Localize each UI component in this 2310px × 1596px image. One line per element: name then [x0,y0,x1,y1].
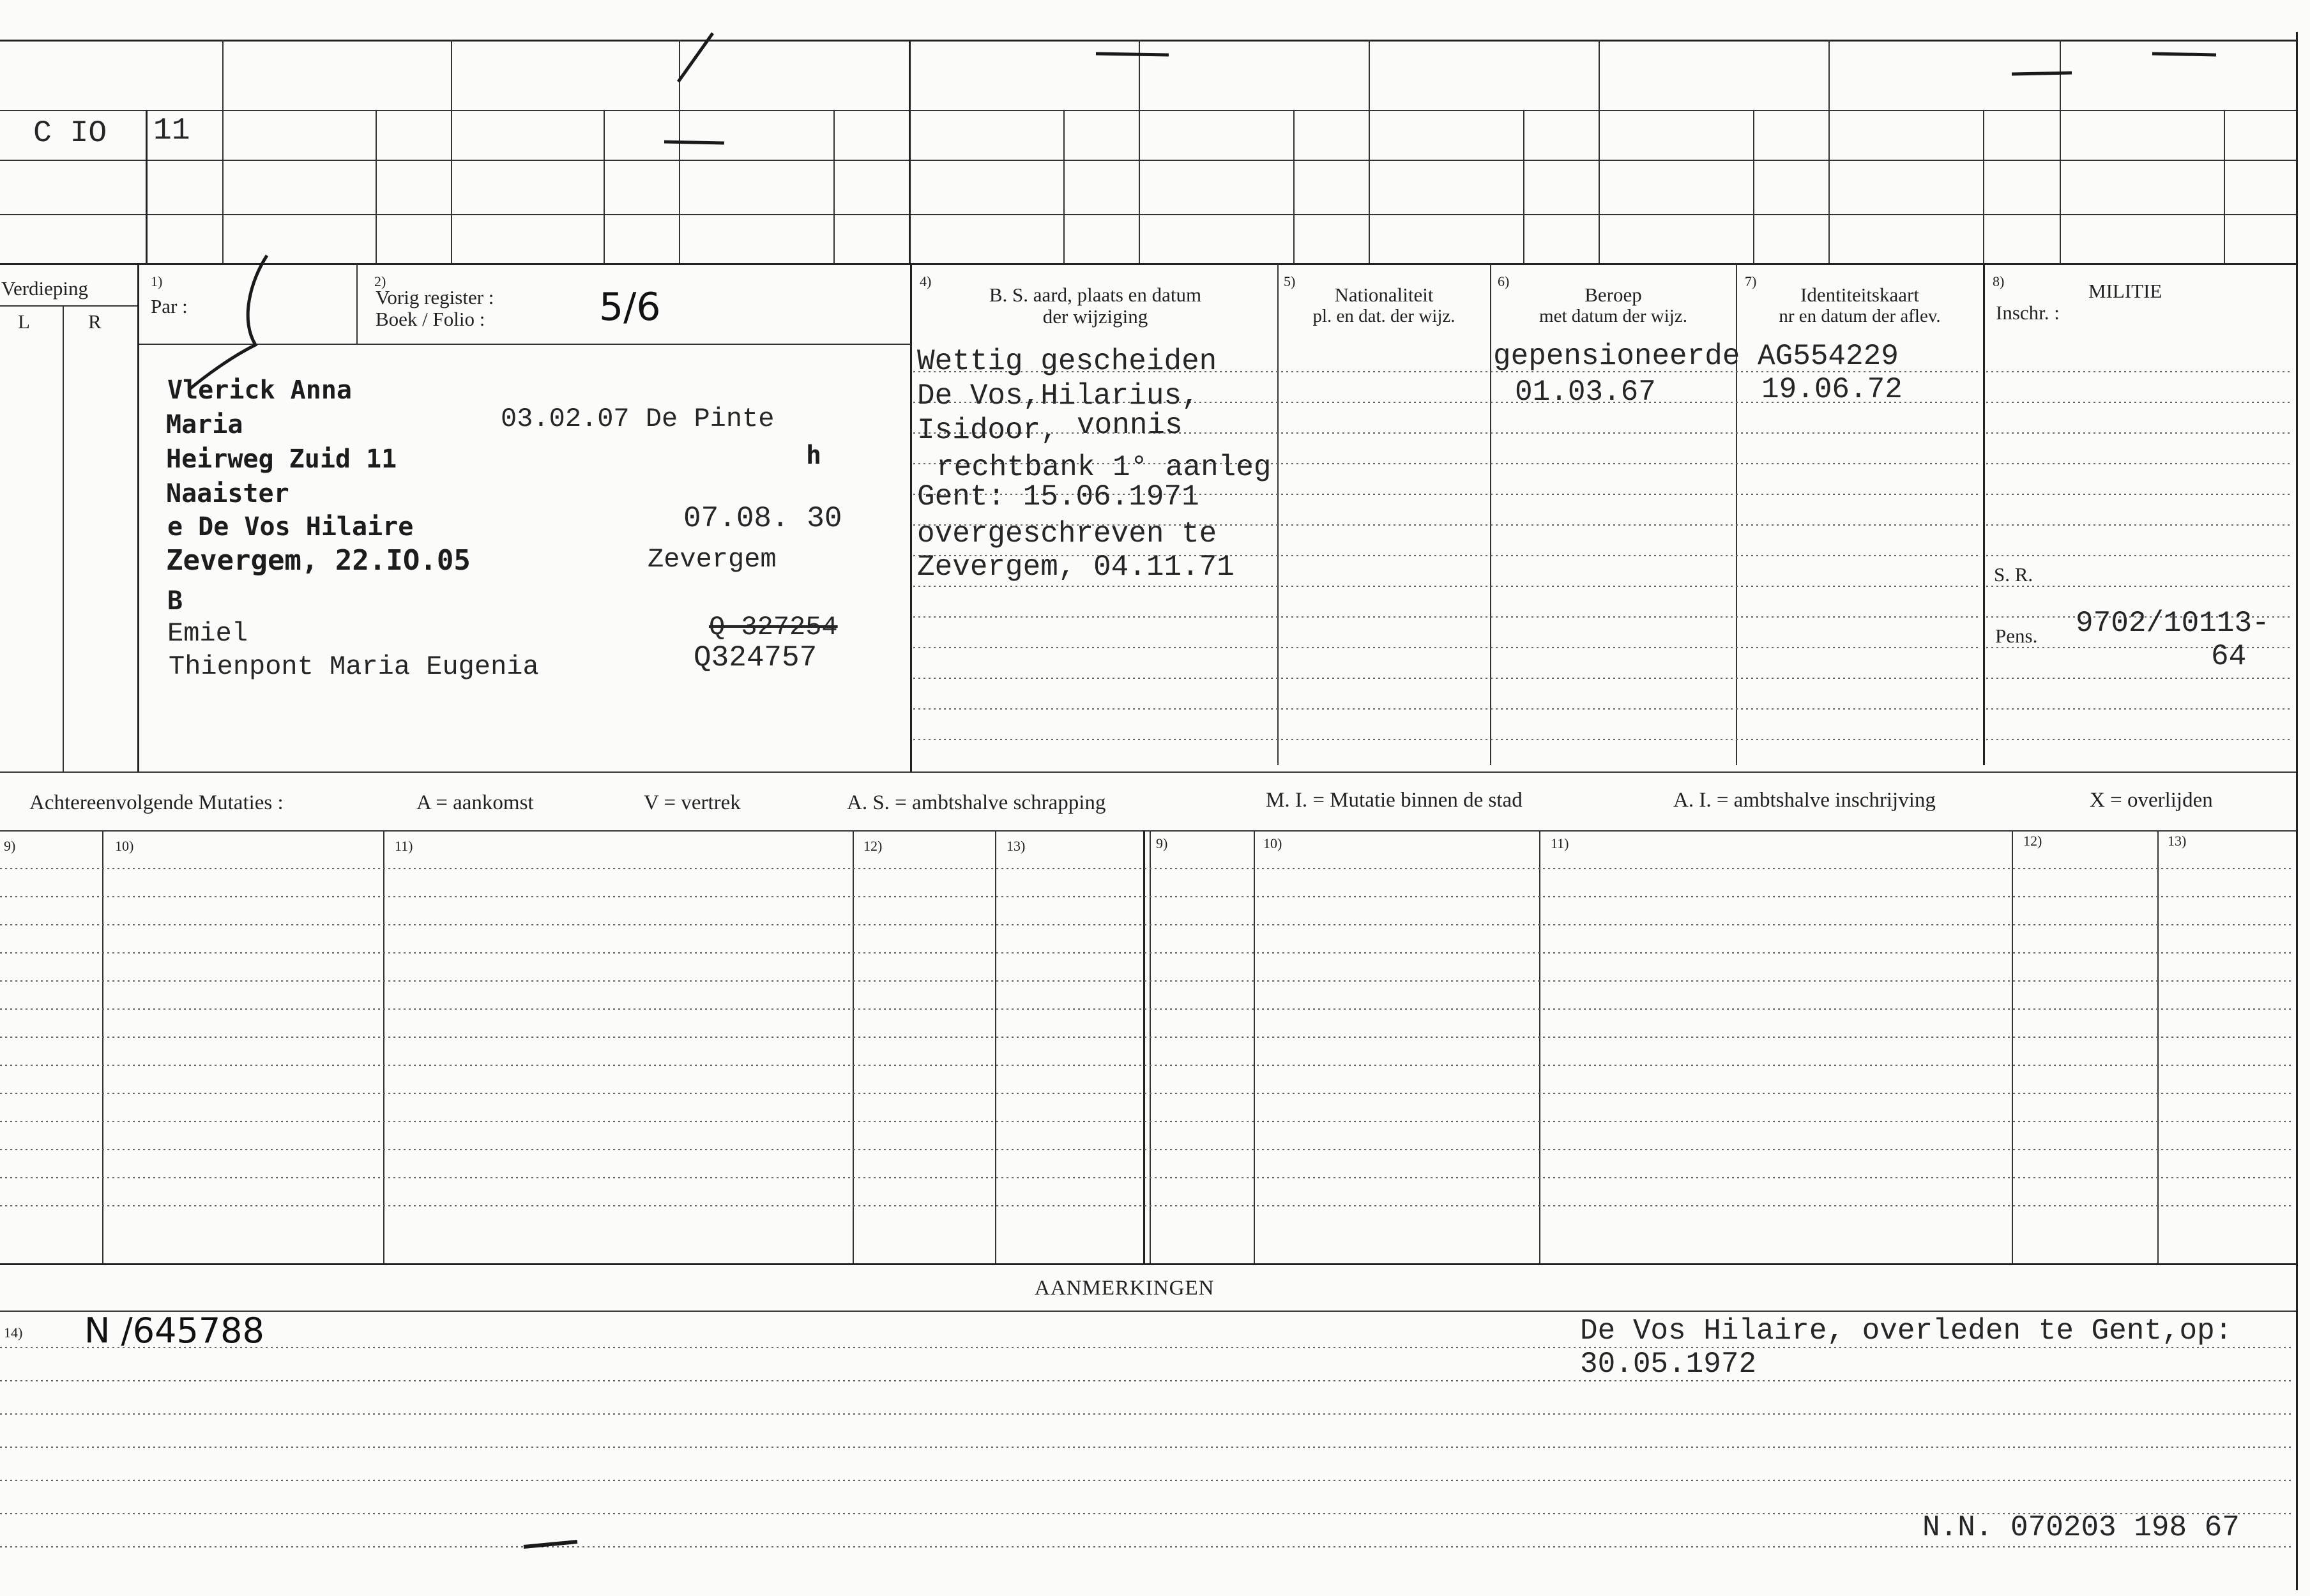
mutation-col-number: 10) [1263,835,1282,851]
old-register-number: Q 327254 [709,612,838,642]
field-number: 4) [920,273,932,289]
civil-status-line: De Vos,Hilarius, [917,379,1199,413]
right-label: R [88,310,102,333]
inschr-label: Inschr. : [1996,301,2060,324]
legend-title: Achtereenvolgende Mutaties : [29,791,284,814]
legend-death: X = overlijden [2090,789,2213,812]
mutation-col-number: 13) [1007,838,1026,854]
identiteitskaart-header-line1: Identiteitskaart [1800,284,1919,306]
verdieping-label: Verdieping [1,277,89,300]
remarks-title: AANMERKINGEN [1035,1277,1215,1300]
household-mark: h [806,441,822,470]
civil-status-line: Zevergem, 04.11.71 [917,551,1235,584]
pension-number: 9702/10113- [2076,607,2270,640]
mutation-col-number: 10) [115,838,134,854]
sr-label: S. R. [1994,563,2033,586]
field-number: 14) [4,1325,23,1341]
profession: Naaister [166,479,289,508]
person-firstname: Maria [166,410,243,439]
vorig-register-label: Vorig register : [376,286,494,308]
mutation-col-number: 11) [395,838,413,854]
pension-number-suffix: 64 [2211,640,2247,673]
civil-status-line: rechtbank 1° aanleg [936,451,1272,484]
nationaliteit-header-line1: Nationaliteit [1334,284,1434,306]
mutation-col-number: 9) [4,838,16,854]
address: Heirweg Zuid 11 [166,445,397,474]
legend-removal: A. S. = ambtshalve schrapping [847,791,1106,814]
id-card-date: 19.06.72 [1761,373,1903,406]
field-number: 6) [1498,273,1510,289]
birth-date-place: 03.02.07 De Pinte [501,404,775,434]
identiteitskaart-header-line2: nr en datum der aflev. [1779,306,1941,326]
mutation-col-number: 13) [2168,833,2187,849]
person-name: Vlerick Anna [167,376,352,405]
register-number: 11 [153,114,190,148]
bs-header-line1: B. S. aard, plaats en datum [989,284,1202,306]
remarks-note: De Vos Hilaire, overleden te Gent,op: [1580,1314,2233,1348]
left-label: L [18,310,30,333]
mutation-col-number: 11) [1551,835,1569,851]
nationaliteit-header-line2: pl. en dat. der wijz. [1312,306,1455,326]
remarks-note-date: 30.05.1972 [1580,1348,1757,1381]
national-number: N.N. 070203 198 67 [1922,1511,2240,1544]
boek-folio-value: 5/6 [599,285,661,330]
new-register-number: Q324757 [694,641,817,674]
legend-arrival: A = aankomst [416,791,534,814]
profession-entry: gepensioneerde [1493,340,1740,373]
spouse: e De Vos Hilaire [167,512,414,542]
legend-departure: V = vertrek [644,791,741,814]
civil-status-line: Gent: 15.06.1971 [917,480,1199,513]
beroep-header-line2: met datum der wijz. [1539,306,1687,326]
civil-status-line: Wettig gescheiden [917,345,1217,378]
remarks-number: N /645788 [84,1311,264,1351]
militie-header: MILITIE [2088,280,2162,302]
field-number: 5) [1284,273,1296,289]
par-label: Par : [151,295,188,317]
spouse-birth: 07.08. 30 [683,502,842,535]
field-number: 7) [1745,273,1757,289]
profession-date: 01.03.67 [1515,376,1656,409]
marriage-place-date: Zevergem, 22.IO.05 [166,544,471,577]
pens-label: Pens. [1995,625,2038,647]
mutation-col-number: 9) [1156,835,1168,851]
bs-header-line2: der wijziging [1042,305,1148,328]
father-name: Emiel [167,618,248,649]
civil-status-line: overgeschreven te [917,517,1217,551]
register-code: C IO [33,116,107,151]
field-number: 2) [374,273,386,289]
mother-name: Thienpont Maria Eugenia [169,651,539,682]
field-number: 8) [1993,273,2005,289]
mutation-col-number: 12) [863,838,883,854]
id-card-number: AG554229 [1758,340,1899,373]
beroep-header-line1: Beroep [1584,284,1642,306]
marriage-place: Zevergem [648,544,777,575]
mutation-col-number: 12) [2023,833,2042,849]
legend-internal-mutation: M. I. = Mutatie binnen de stad [1266,789,1523,812]
field-number: 1) [151,273,163,289]
b-mark: B [167,586,183,616]
civil-status-line: vonnis [1077,409,1183,442]
civil-status-line: Isidoor, [917,414,1058,447]
boek-folio-label: Boek / Folio : [376,308,485,330]
legend-registration: A. I. = ambtshalve inschrijving [1673,789,1936,812]
